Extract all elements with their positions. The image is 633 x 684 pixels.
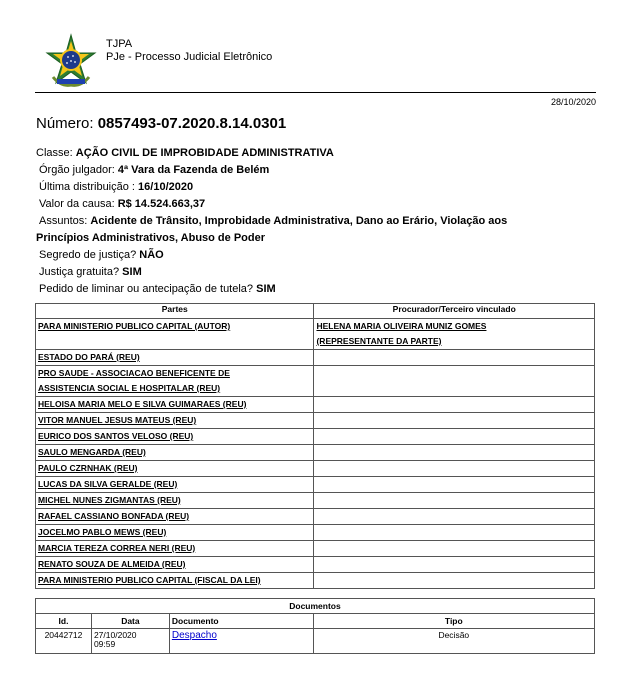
- doc-link-cell: [169, 629, 313, 654]
- parties-header-row: [36, 304, 595, 319]
- org-name: TJPA: [106, 38, 133, 50]
- report-date: 28/10/2020: [550, 97, 596, 107]
- liminar-value: SIM: [256, 283, 276, 295]
- procurador-cell: [314, 413, 595, 429]
- procurador-cell: [314, 397, 595, 413]
- documento-col-header: Documento: [169, 614, 313, 629]
- despacho-link[interactable]: Despacho: [171, 630, 217, 641]
- doc-date-time: 09:59: [93, 639, 116, 649]
- assuntos-label: Assuntos:: [39, 215, 88, 227]
- procurador-cell: [314, 573, 595, 589]
- numero-label: Número:: [36, 115, 94, 132]
- party-line: ASSISTENCIA SOCIAL E HOSPITALAR (REU): [38, 383, 221, 393]
- procurador-cell: [314, 429, 595, 445]
- party-cell: PAULO CZRNHAK (REU): [36, 461, 314, 477]
- procurador-cell: [314, 541, 595, 557]
- documents-table: [35, 598, 595, 654]
- assuntos-row: [36, 213, 596, 230]
- party-cell: SAULO MENGARDA (REU): [36, 445, 314, 461]
- assuntos-value-1: Acidente de Trânsito, Improbidade Administrativa, Dano ao Erário, Violação aos: [90, 215, 508, 227]
- brasao-republica-icon: [43, 33, 99, 89]
- table-row: [36, 629, 595, 654]
- table-row: [36, 557, 595, 573]
- parties-col-header: Partes: [36, 304, 314, 319]
- valor-label: Valor da causa:: [39, 198, 115, 210]
- valor-value: R$ 14.524.663,37: [117, 198, 206, 210]
- doc-tipo: Decisão: [313, 629, 594, 654]
- party-cell: RENATO SOUZA DE ALMEIDA (REU): [36, 557, 314, 573]
- header-org: [106, 38, 272, 64]
- table-row: [36, 573, 595, 589]
- classe-value: AÇÃO CIVIL DE IMPROBIDADE ADMINISTRATIVA: [75, 147, 334, 159]
- process-number: [36, 115, 286, 132]
- procurador-name: HELENA MARIA OLIVEIRA MUNIZ GOMES: [316, 321, 487, 331]
- table-row: [36, 445, 595, 461]
- valor-row: [36, 196, 596, 213]
- procurador-cell: [314, 509, 595, 525]
- orgao-value: 4ª Vara da Fazenda de Belém: [117, 164, 270, 176]
- procurador-cell: [314, 557, 595, 573]
- distribuicao-value: 16/10/2020: [138, 181, 194, 193]
- procurador-cell: [314, 493, 595, 509]
- table-row: [36, 319, 595, 350]
- party-cell: HELOISA MARIA MELO E SILVA GUIMARAES (REU): [36, 397, 314, 413]
- party-cell: MARCIA TEREZA CORREA NERI (REU): [36, 541, 314, 557]
- table-row: [36, 509, 595, 525]
- header-divider: [35, 92, 596, 93]
- classe-label: Classe:: [36, 147, 73, 159]
- party-cell: VITOR MANUEL JESUS MATEUS (REU): [36, 413, 314, 429]
- orgao-label: Órgão julgador:: [39, 164, 115, 176]
- party-cell: MICHEL NUNES ZIGMANTAS (REU): [36, 493, 314, 509]
- numero-value: 0857493-07.2020.8.14.0301: [97, 115, 287, 132]
- id-col-header: Id.: [36, 614, 92, 629]
- party-cell: LUCAS DA SILVA GERALDE (REU): [36, 477, 314, 493]
- procurador-cell: [314, 350, 595, 366]
- gratuita-label: Justiça gratuita?: [39, 266, 120, 278]
- doc-id: 20442712: [36, 629, 92, 654]
- documents-title: Documentos: [36, 599, 595, 614]
- distribuicao-label: Última distribuição :: [39, 181, 135, 193]
- tipo-col-header: Tipo: [313, 614, 594, 629]
- classe-row: [36, 145, 596, 162]
- party-cell: PARA MINISTERIO PUBLICO CAPITAL (FISCAL DA LEI): [36, 573, 314, 589]
- party-cell: PARA MINISTERIO PUBLICO CAPITAL (AUTOR): [36, 319, 314, 350]
- parties-table: [35, 303, 595, 589]
- procurador-cell: [314, 319, 595, 350]
- party-cell: RAFAEL CASSIANO BONFADA (REU): [36, 509, 314, 525]
- doc-date-day: 27/10/2020: [93, 630, 137, 640]
- table-row: [36, 366, 595, 397]
- party-line: PRO SAUDE - ASSOCIACAO BENEFICENTE DE: [38, 368, 230, 378]
- procurador-role: (REPRESENTANTE DA PARTE): [316, 336, 442, 346]
- process-info: [36, 145, 596, 298]
- table-row: [36, 350, 595, 366]
- procurador-cell: [314, 366, 595, 397]
- gratuita-value: SIM: [122, 266, 142, 278]
- table-row: [36, 413, 595, 429]
- liminar-row: [36, 281, 596, 298]
- table-row: [36, 461, 595, 477]
- liminar-label: Pedido de liminar ou antecipação de tutela?: [39, 283, 254, 295]
- party-cell: EURICO DOS SANTOS VELOSO (REU): [36, 429, 314, 445]
- table-row: [36, 397, 595, 413]
- doc-date: [91, 629, 169, 654]
- party-cell: ESTADO DO PARÁ (REU): [36, 350, 314, 366]
- documents-header-row: [36, 614, 595, 629]
- procurador-cell: [314, 461, 595, 477]
- procurador-cell: [314, 445, 595, 461]
- segredo-label: Segredo de justiça?: [39, 249, 137, 261]
- table-row: [36, 477, 595, 493]
- distribuicao-row: [36, 179, 596, 196]
- orgao-row: [36, 162, 596, 179]
- data-col-header: Data: [91, 614, 169, 629]
- table-row: [36, 429, 595, 445]
- table-row: [36, 525, 595, 541]
- procurador-cell: [314, 525, 595, 541]
- assuntos-value-2: Princípios Administrativos, Abuso de Poder: [36, 232, 266, 244]
- party-cell: JOCELMO PABLO MEWS (REU): [36, 525, 314, 541]
- gratuita-row: [36, 264, 596, 281]
- segredo-value: NÃO: [139, 249, 164, 261]
- table-row: [36, 493, 595, 509]
- party-cell: [36, 366, 314, 397]
- procurador-cell: [314, 477, 595, 493]
- table-row: [36, 541, 595, 557]
- system-name: PJe - Processo Judicial Eletrônico: [106, 51, 273, 63]
- documents-title-row: [36, 599, 595, 614]
- assuntos-row-2: [36, 230, 596, 247]
- segredo-row: [36, 247, 596, 264]
- procurador-col-header: Procurador/Terceiro vinculado: [314, 304, 595, 319]
